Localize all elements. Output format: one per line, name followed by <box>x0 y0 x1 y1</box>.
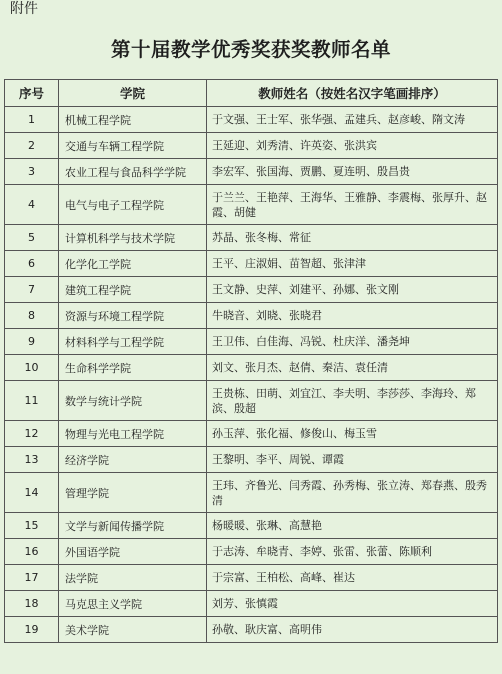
award-table <box>4 79 498 643</box>
row-college: 物理与光电工程学院 <box>59 421 207 447</box>
header-number: 序号 <box>5 80 59 107</box>
row-college: 数学与统计学院 <box>59 381 207 421</box>
row-college: 电气与电子工程学院 <box>59 185 207 225</box>
row-college: 建筑工程学院 <box>59 277 207 303</box>
table-row <box>5 565 498 591</box>
row-number: 3 <box>5 159 59 185</box>
row-teacher-names: 于宗富、王柏松、高峰、崔达 <box>207 565 498 591</box>
row-number: 16 <box>5 539 59 565</box>
row-number: 19 <box>5 617 59 643</box>
row-number: 2 <box>5 133 59 159</box>
table-row <box>5 133 498 159</box>
row-number: 14 <box>5 473 59 513</box>
row-number: 4 <box>5 185 59 225</box>
row-college: 机械工程学院 <box>59 107 207 133</box>
row-college: 外国语学院 <box>59 539 207 565</box>
table-row <box>5 251 498 277</box>
row-teacher-names: 王贵栋、田萌、刘宜江、李夫明、李莎莎、李海玲、郑滨、殷超 <box>207 381 498 421</box>
table-row <box>5 617 498 643</box>
row-number: 13 <box>5 447 59 473</box>
row-number: 12 <box>5 421 59 447</box>
row-teacher-names: 于志涛、牟晓青、李婷、张雷、张蕾、陈顺利 <box>207 539 498 565</box>
row-number: 9 <box>5 329 59 355</box>
row-number: 7 <box>5 277 59 303</box>
row-teacher-names: 刘文、张月杰、赵倩、秦洁、袁任清 <box>207 355 498 381</box>
row-college: 化学化工学院 <box>59 251 207 277</box>
row-number: 8 <box>5 303 59 329</box>
row-teacher-names: 王黎明、李平、周锐、谭霞 <box>207 447 498 473</box>
row-college: 法学院 <box>59 565 207 591</box>
table-row <box>5 539 498 565</box>
row-number: 10 <box>5 355 59 381</box>
table-row <box>5 329 498 355</box>
row-teacher-names: 于兰兰、王艳萍、王海华、王雅静、李震梅、张厚升、赵霞、胡健 <box>207 185 498 225</box>
row-college: 农业工程与食品科学学院 <box>59 159 207 185</box>
row-number: 18 <box>5 591 59 617</box>
table-row <box>5 421 498 447</box>
row-college: 交通与车辆工程学院 <box>59 133 207 159</box>
row-teacher-names: 刘芳、张慎霞 <box>207 591 498 617</box>
table-row <box>5 513 498 539</box>
table-row <box>5 303 498 329</box>
row-number: 15 <box>5 513 59 539</box>
row-college: 经济学院 <box>59 447 207 473</box>
table-row <box>5 447 498 473</box>
table-row <box>5 185 498 225</box>
row-teacher-names: 李宏军、张国海、贾鹏、夏连明、殷昌贵 <box>207 159 498 185</box>
row-college: 材料科学与工程学院 <box>59 329 207 355</box>
row-college: 文学与新闻传播学院 <box>59 513 207 539</box>
table-row <box>5 473 498 513</box>
row-teacher-names: 王延迎、刘秀清、许英姿、张洪宾 <box>207 133 498 159</box>
row-number: 5 <box>5 225 59 251</box>
header-teacher-names: 教师姓名（按姓名汉字笔画排序） <box>207 80 498 107</box>
row-teacher-names: 于文强、王士军、张华强、孟建兵、赵彦峻、隋文涛 <box>207 107 498 133</box>
attachment-label: 附件 <box>10 1 38 17</box>
table-row <box>5 277 498 303</box>
row-number: 1 <box>5 107 59 133</box>
table-row <box>5 381 498 421</box>
header-college: 学院 <box>59 80 207 107</box>
row-teacher-names: 王卫伟、白佳海、冯锐、杜庆洋、潘尧坤 <box>207 329 498 355</box>
row-teacher-names: 王平、庄淑娟、苗智超、张津津 <box>207 251 498 277</box>
row-college: 资源与环境工程学院 <box>59 303 207 329</box>
row-teacher-names: 王玮、齐鲁光、闫秀霞、孙秀梅、张立涛、郑春燕、殷秀清 <box>207 473 498 513</box>
row-teacher-names: 杨暖暖、张琳、高慧艳 <box>207 513 498 539</box>
row-number: 11 <box>5 381 59 421</box>
row-number: 17 <box>5 565 59 591</box>
row-college: 马克思主义学院 <box>59 591 207 617</box>
table-row <box>5 107 498 133</box>
row-teacher-names: 王文静、史萍、刘建平、孙娜、张文刚 <box>207 277 498 303</box>
table-header-row <box>5 80 498 107</box>
row-college: 生命科学学院 <box>59 355 207 381</box>
row-teacher-names: 苏晶、张冬梅、常征 <box>207 225 498 251</box>
row-teacher-names: 牛晓音、刘晓、张晓君 <box>207 303 498 329</box>
row-teacher-names: 孙玉萍、张化福、修俊山、梅玉雪 <box>207 421 498 447</box>
table-row <box>5 591 498 617</box>
table-row <box>5 355 498 381</box>
row-college: 计算机科学与技术学院 <box>59 225 207 251</box>
document-title: 第十届教学优秀奖获奖教师名单 <box>110 38 391 61</box>
table-row <box>5 159 498 185</box>
row-college: 美术学院 <box>59 617 207 643</box>
row-teacher-names: 孙敬、耿庆富、高明伟 <box>207 617 498 643</box>
row-college: 管理学院 <box>59 473 207 513</box>
row-number: 6 <box>5 251 59 277</box>
table-row <box>5 225 498 251</box>
